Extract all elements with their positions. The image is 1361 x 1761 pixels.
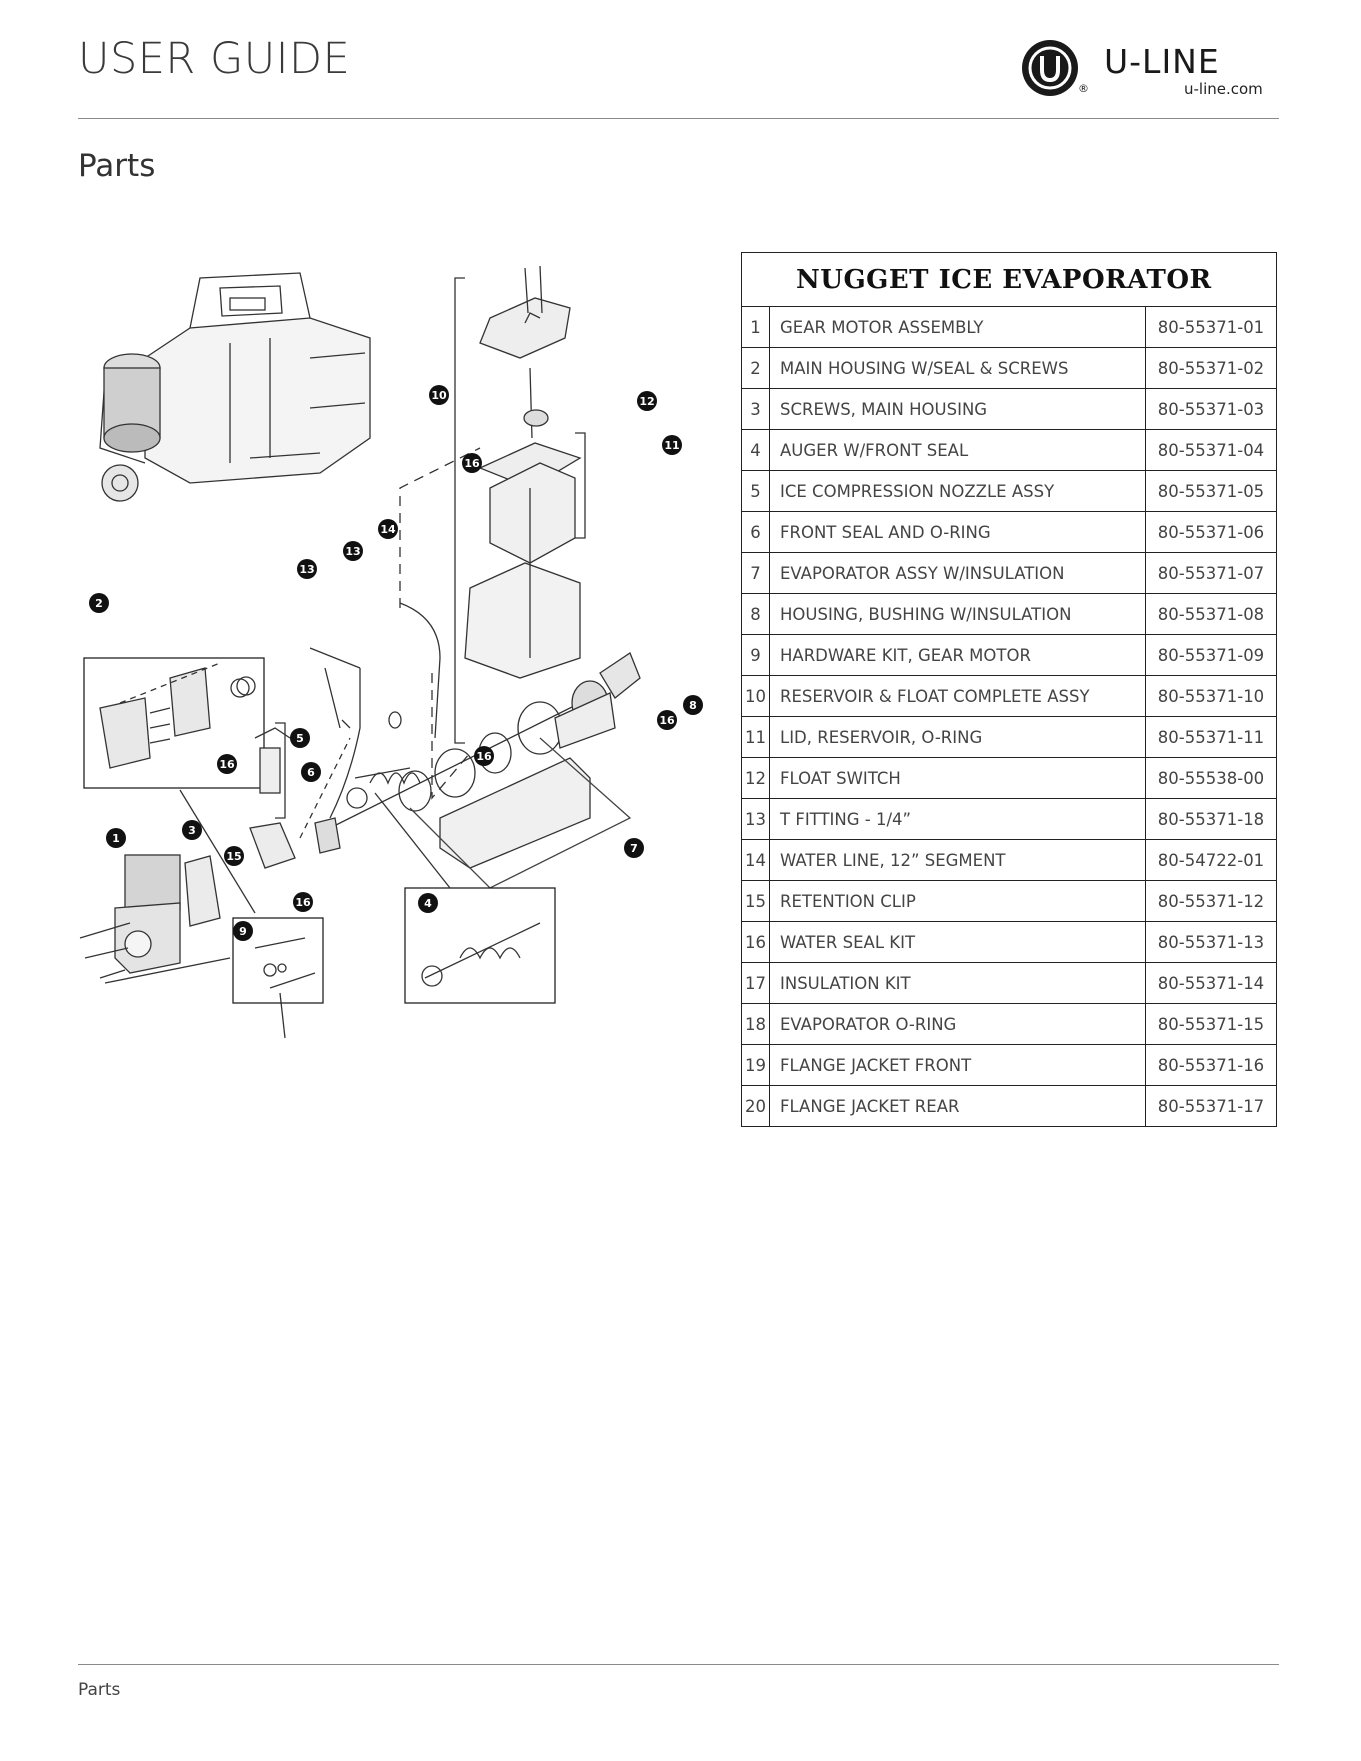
- exploded-parts-diagram: [70, 258, 720, 1138]
- part-description: EVAPORATOR ASSY W/INSULATION: [770, 553, 1146, 594]
- table-row: [742, 1086, 1277, 1127]
- header-title: USER GUIDE: [78, 34, 351, 84]
- part-number-index: 17: [742, 963, 770, 1004]
- table-row: [742, 430, 1277, 471]
- part-number-index: 6: [742, 512, 770, 553]
- table-row: [742, 1045, 1277, 1086]
- part-description: T FITTING - 1/4”: [770, 799, 1146, 840]
- part-description: SCREWS, MAIN HOUSING: [770, 389, 1146, 430]
- table-row: [742, 963, 1277, 1004]
- table-row: [742, 676, 1277, 717]
- callout-label: 12: [639, 395, 655, 408]
- part-number-index: 2: [742, 348, 770, 389]
- callout-label: 9: [239, 925, 247, 938]
- table-row: [742, 635, 1277, 676]
- part-number: 80-55371-06: [1146, 512, 1277, 553]
- part-number: 80-55371-01: [1146, 307, 1277, 348]
- table-row: [742, 758, 1277, 799]
- callout-label: 16: [659, 714, 675, 727]
- part-description: EVAPORATOR O-RING: [770, 1004, 1146, 1045]
- table-row: [742, 799, 1277, 840]
- table-row: [742, 840, 1277, 881]
- part-description: WATER LINE, 12” SEGMENT: [770, 840, 1146, 881]
- callout-label: 16: [476, 750, 492, 763]
- part-description: WATER SEAL KIT: [770, 922, 1146, 963]
- footer-divider: [78, 1664, 1279, 1665]
- part-description: GEAR MOTOR ASSEMBLY: [770, 307, 1146, 348]
- table-row: [742, 881, 1277, 922]
- table-title: NUGGET ICE EVAPORATOR: [742, 253, 1277, 307]
- u-line-logo: [1018, 38, 1278, 108]
- part-description: ICE COMPRESSION NOZZLE ASSY: [770, 471, 1146, 512]
- part-description: FLANGE JACKET REAR: [770, 1086, 1146, 1127]
- part-number: 80-55371-05: [1146, 471, 1277, 512]
- part-description: INSULATION KIT: [770, 963, 1146, 1004]
- part-number: 80-55371-07: [1146, 553, 1277, 594]
- part-number: 80-55371-09: [1146, 635, 1277, 676]
- callout-label: 8: [689, 699, 697, 712]
- part-number-index: 12: [742, 758, 770, 799]
- table-row: [742, 922, 1277, 963]
- part-number: 80-55371-12: [1146, 881, 1277, 922]
- assembled-unit-illustration: [100, 273, 370, 501]
- part-number: 80-54722-01: [1146, 840, 1277, 881]
- part-number: 80-55371-13: [1146, 922, 1277, 963]
- table-row: [742, 471, 1277, 512]
- table-row: [742, 389, 1277, 430]
- part-number: 80-55371-02: [1146, 348, 1277, 389]
- part-number-index: 5: [742, 471, 770, 512]
- part-number: 80-55371-18: [1146, 799, 1277, 840]
- callout-label: 16: [219, 758, 235, 771]
- part-number-index: 3: [742, 389, 770, 430]
- part-number-index: 1: [742, 307, 770, 348]
- part-description: LID, RESERVOIR, O-RING: [770, 717, 1146, 758]
- part-number-index: 10: [742, 676, 770, 717]
- part-number-index: 13: [742, 799, 770, 840]
- callout-label: 5: [296, 732, 304, 745]
- part-description: RETENTION CLIP: [770, 881, 1146, 922]
- callout-label: 4: [424, 897, 432, 910]
- part-number-index: 8: [742, 594, 770, 635]
- footer-section-label: Parts: [78, 1680, 121, 1700]
- callout-label: 11: [664, 439, 680, 452]
- table-row: [742, 594, 1277, 635]
- part-number: 80-55371-17: [1146, 1086, 1277, 1127]
- parts-table-body: [742, 307, 1277, 1127]
- part-description: RESERVOIR & FLOAT COMPLETE ASSY: [770, 676, 1146, 717]
- table-row: [742, 1004, 1277, 1045]
- part-number-index: 18: [742, 1004, 770, 1045]
- table-row: [742, 717, 1277, 758]
- registered-mark: ®: [1078, 82, 1089, 95]
- part-number: 80-55538-00: [1146, 758, 1277, 799]
- callout-label: 10: [431, 389, 447, 402]
- table-row: [742, 553, 1277, 594]
- part-number-index: 16: [742, 922, 770, 963]
- callout-label: 16: [295, 896, 311, 909]
- part-description: AUGER W/FRONT SEAL: [770, 430, 1146, 471]
- table-row: [742, 348, 1277, 389]
- part-number: 80-55371-10: [1146, 676, 1277, 717]
- part-description: HARDWARE KIT, GEAR MOTOR: [770, 635, 1146, 676]
- part-number-index: 20: [742, 1086, 770, 1127]
- logo-wordmark: U-LINE: [1104, 42, 1220, 81]
- u-line-logo-icon: [1022, 40, 1078, 96]
- part-number-index: 15: [742, 881, 770, 922]
- part-number: 80-55371-08: [1146, 594, 1277, 635]
- callout-label: 3: [188, 824, 196, 837]
- part-number: 80-55371-03: [1146, 389, 1277, 430]
- callout-label: 16: [464, 457, 480, 470]
- callout-label: 6: [307, 766, 315, 779]
- callout-label: 13: [299, 563, 315, 576]
- part-number: 80-55371-14: [1146, 963, 1277, 1004]
- callout-label: 15: [226, 850, 242, 863]
- part-number: 80-55371-11: [1146, 717, 1277, 758]
- part-description: FLOAT SWITCH: [770, 758, 1146, 799]
- part-number: 80-55371-16: [1146, 1045, 1277, 1086]
- part-number-index: 7: [742, 553, 770, 594]
- part-number: 80-55371-04: [1146, 430, 1277, 471]
- section-title: Parts: [78, 148, 156, 184]
- part-number-index: 4: [742, 430, 770, 471]
- callout-label: 2: [95, 597, 103, 610]
- callout-label: 7: [630, 842, 638, 855]
- callout-label: 13: [345, 545, 361, 558]
- logo-url: u-line.com: [1184, 80, 1263, 98]
- part-description: FLANGE JACKET FRONT: [770, 1045, 1146, 1086]
- part-number-index: 14: [742, 840, 770, 881]
- part-number-index: 19: [742, 1045, 770, 1086]
- part-number-index: 11: [742, 717, 770, 758]
- table-row: [742, 307, 1277, 348]
- parts-table: [741, 252, 1277, 1127]
- part-number-index: 9: [742, 635, 770, 676]
- part-number: 80-55371-15: [1146, 1004, 1277, 1045]
- callout-label: 1: [112, 832, 120, 845]
- header-divider: [78, 118, 1279, 119]
- callout-label: 14: [380, 523, 396, 536]
- table-row: [742, 512, 1277, 553]
- part-description: HOUSING, BUSHING W/INSULATION: [770, 594, 1146, 635]
- part-description: MAIN HOUSING W/SEAL & SCREWS: [770, 348, 1146, 389]
- part-description: FRONT SEAL AND O-RING: [770, 512, 1146, 553]
